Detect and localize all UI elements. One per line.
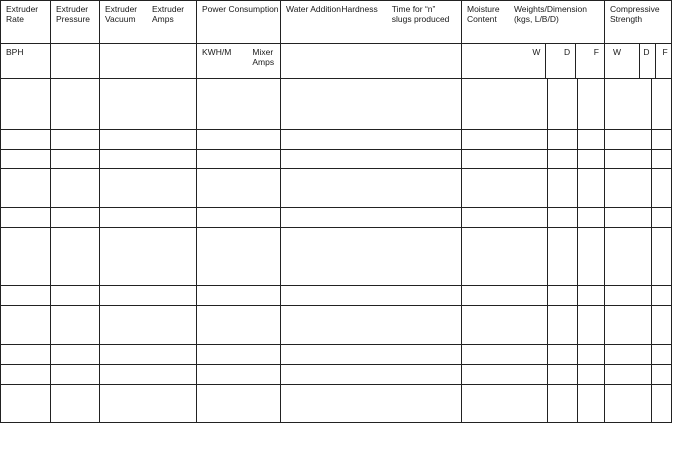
cell-divider	[547, 150, 548, 168]
empty-cell[interactable]	[51, 385, 100, 423]
cell-divider	[651, 130, 652, 149]
empty-cell[interactable]	[462, 228, 605, 286]
empty-cell[interactable]	[51, 208, 100, 228]
empty-cell[interactable]	[51, 306, 100, 345]
moisture-content-header: Moisture Content	[467, 4, 500, 24]
empty-cell[interactable]	[1, 130, 51, 150]
cell-divider	[547, 385, 548, 422]
table-row	[1, 286, 672, 306]
cell-divider	[651, 385, 652, 422]
cell-divider	[651, 345, 652, 364]
extruder-rate-header: Extruder Rate	[1, 1, 51, 44]
empty-cell[interactable]	[51, 286, 100, 306]
compressive-strength-header: Compressive Strength	[605, 1, 672, 44]
weights-d-unit: D	[546, 44, 576, 78]
table-row	[1, 208, 672, 228]
empty-cell[interactable]	[281, 306, 462, 345]
empty-cell[interactable]	[100, 286, 197, 306]
empty-cell[interactable]	[462, 208, 605, 228]
table-row	[1, 79, 672, 130]
weights-units	[462, 44, 605, 79]
cell-divider	[547, 345, 548, 364]
cell-divider	[651, 208, 652, 227]
empty-cell[interactable]	[1, 286, 51, 306]
water-addition-header: Water Addition	[286, 4, 341, 14]
cell-divider	[577, 169, 578, 207]
cell-divider	[547, 208, 548, 227]
empty-cell[interactable]	[281, 385, 462, 423]
cell-divider	[547, 365, 548, 384]
empty-cell[interactable]	[281, 79, 462, 130]
empty-cell[interactable]	[281, 365, 462, 385]
mixer-amps-unit: Mixer Amps	[252, 47, 275, 67]
empty-cell[interactable]	[462, 385, 605, 423]
empty-cell[interactable]	[462, 130, 605, 150]
empty-cell[interactable]	[281, 286, 462, 306]
empty-cell[interactable]	[1, 385, 51, 423]
empty-cell[interactable]	[605, 130, 672, 150]
table-row	[1, 130, 672, 150]
weights-f-unit: F	[593, 47, 599, 57]
empty-cell[interactable]	[51, 79, 100, 130]
header-row	[1, 1, 672, 44]
empty-cell[interactable]	[197, 365, 281, 385]
empty-cell[interactable]	[51, 150, 100, 169]
cell-divider	[577, 150, 578, 168]
empty-cell[interactable]	[1, 169, 51, 208]
empty-cell[interactable]	[100, 169, 197, 208]
extruder-vacuum-amps-header	[100, 1, 197, 44]
cell-divider	[577, 130, 578, 149]
empty-cell[interactable]	[462, 365, 605, 385]
power-units	[197, 44, 281, 79]
vacuum-amps-unit	[100, 44, 197, 79]
cell-divider	[651, 79, 652, 129]
rate-unit: BPH	[1, 44, 51, 79]
empty-cell[interactable]	[197, 228, 281, 286]
empty-cell[interactable]	[51, 365, 100, 385]
strength-units	[605, 44, 672, 79]
empty-cell[interactable]	[100, 79, 197, 130]
extruder-amps-header: Extruder Amps	[152, 4, 185, 24]
cell-divider	[547, 79, 548, 129]
strength-w-unit: W	[605, 44, 640, 78]
empty-cell[interactable]	[197, 345, 281, 365]
moisture-weights-header	[462, 1, 605, 44]
cell-divider	[651, 306, 652, 344]
empty-cell[interactable]	[197, 79, 281, 130]
empty-cell[interactable]	[100, 130, 197, 150]
empty-cell[interactable]	[605, 345, 672, 365]
empty-cell[interactable]	[281, 228, 462, 286]
empty-cell[interactable]	[462, 345, 605, 365]
empty-cell[interactable]	[197, 306, 281, 345]
weights-dimension-header: Weights/Dimension (kgs, L/B/D)	[513, 4, 588, 24]
table-row	[1, 306, 672, 345]
time-for-n-header: Time for “n” slugs produced	[391, 4, 450, 24]
empty-cell[interactable]	[197, 150, 281, 169]
cell-divider	[547, 228, 548, 285]
empty-cell[interactable]	[1, 306, 51, 345]
cell-divider	[651, 365, 652, 384]
empty-cell[interactable]	[1, 208, 51, 228]
empty-cell[interactable]	[197, 286, 281, 306]
empty-cell[interactable]	[281, 130, 462, 150]
units-row	[1, 44, 672, 79]
weights-w-unit: W	[462, 44, 546, 78]
strength-f-unit: F	[655, 44, 671, 78]
empty-cell[interactable]	[281, 208, 462, 228]
empty-cell[interactable]	[51, 345, 100, 365]
empty-cell[interactable]	[1, 79, 51, 130]
empty-cell[interactable]	[197, 130, 281, 150]
cell-divider	[651, 228, 652, 285]
empty-cell[interactable]	[51, 169, 100, 208]
empty-cell[interactable]	[1, 365, 51, 385]
table-row	[1, 150, 672, 169]
cell-divider	[577, 345, 578, 364]
cell-divider	[651, 169, 652, 207]
empty-cell[interactable]	[1, 345, 51, 365]
empty-cell[interactable]	[462, 306, 605, 345]
kwh-unit: KWH/M	[202, 47, 232, 57]
cell-divider	[577, 306, 578, 344]
empty-cell[interactable]	[605, 208, 672, 228]
empty-cell[interactable]	[605, 228, 672, 286]
water-hardness-time-header	[281, 1, 462, 44]
table-row	[1, 228, 672, 286]
strength-d-unit: D	[643, 47, 650, 57]
empty-cell[interactable]	[100, 365, 197, 385]
empty-cell[interactable]	[1, 228, 51, 286]
extruder-vacuum-header: Extruder Vacuum	[105, 4, 138, 24]
table-row	[1, 365, 672, 385]
cell-divider	[651, 150, 652, 168]
cell-divider	[577, 208, 578, 227]
empty-cell[interactable]	[605, 150, 672, 169]
empty-cell[interactable]	[605, 365, 672, 385]
hardness-header: Hardness	[341, 4, 378, 14]
cell-divider	[577, 228, 578, 285]
empty-cell[interactable]	[100, 306, 197, 345]
empty-cell[interactable]	[1, 150, 51, 169]
data-rows	[1, 79, 672, 423]
empty-cell[interactable]	[51, 130, 100, 150]
empty-cell[interactable]	[605, 169, 672, 208]
cell-divider	[577, 79, 578, 129]
empty-cell[interactable]	[100, 345, 197, 365]
empty-cell[interactable]	[197, 169, 281, 208]
empty-cell[interactable]	[281, 345, 462, 365]
empty-cell[interactable]	[605, 79, 672, 130]
cell-divider	[547, 286, 548, 305]
empty-cell[interactable]	[100, 228, 197, 286]
cell-divider	[547, 169, 548, 207]
cell-divider	[547, 306, 548, 344]
empty-cell[interactable]	[462, 286, 605, 306]
power-consumption-header: Power Consumption	[197, 1, 281, 44]
empty-cell[interactable]	[462, 150, 605, 169]
empty-cell[interactable]	[197, 385, 281, 423]
empty-cell[interactable]	[605, 385, 672, 423]
empty-cell[interactable]	[462, 79, 605, 130]
cell-divider	[577, 385, 578, 422]
empty-cell[interactable]	[281, 150, 462, 169]
cell-divider	[547, 130, 548, 149]
pressure-unit	[51, 44, 100, 79]
table-row	[1, 385, 672, 423]
table-row	[1, 169, 672, 208]
empty-cell[interactable]	[100, 208, 197, 228]
empty-cell[interactable]	[100, 385, 197, 423]
empty-cell[interactable]	[605, 306, 672, 345]
empty-cell[interactable]	[281, 169, 462, 208]
water-hardness-time-unit	[281, 44, 462, 79]
cell-divider	[651, 286, 652, 305]
empty-cell[interactable]	[100, 150, 197, 169]
empty-cell[interactable]	[51, 228, 100, 286]
cell-divider	[577, 365, 578, 384]
empty-cell[interactable]	[197, 208, 281, 228]
table-row	[1, 345, 672, 365]
empty-cell[interactable]	[605, 286, 672, 306]
empty-cell[interactable]	[462, 169, 605, 208]
cell-divider	[577, 286, 578, 305]
extruder-pressure-header: Extruder Pressure	[51, 1, 100, 44]
